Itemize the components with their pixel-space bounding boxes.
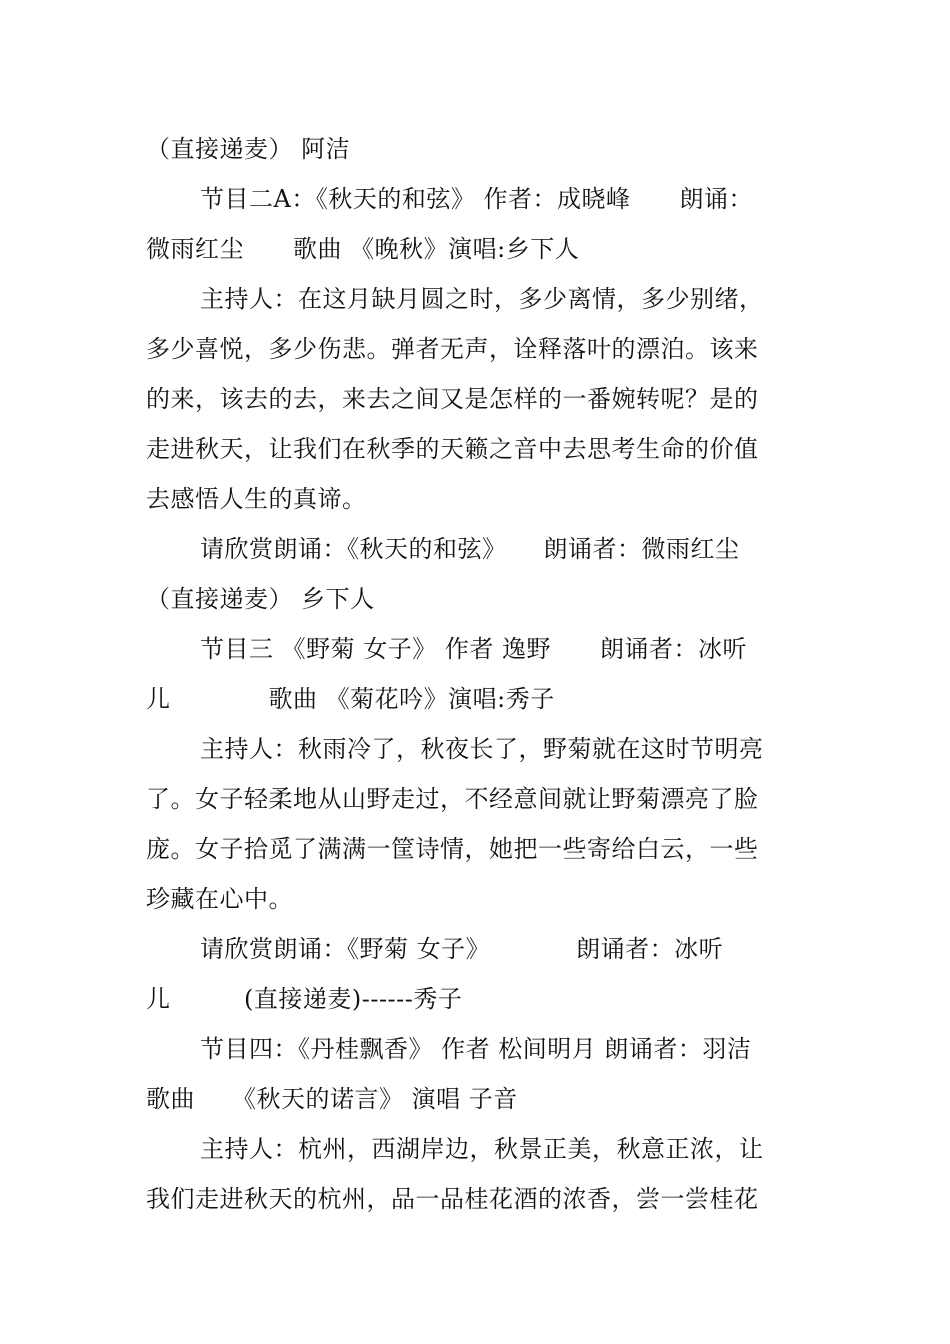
program-three-title: 节目三 《野菊 女子》 作者 逸野 朗诵者：冰听 (200, 635, 748, 663)
text-line: 微雨红尘 歌曲 《晚秋》演唱:乡下人 (146, 235, 580, 263)
text-line: 走进秋天，让我们在秋季的天籁之音中去思考生命的价值 (146, 435, 759, 463)
text-line: 我们走进秋天的杭州，品一品桂花酒的浓香，尝一尝桂花 (146, 1185, 759, 1213)
text-line: （直接递麦） 乡下人 (146, 585, 375, 613)
text-line: 多少喜悦，多少伤悲。弹者无声，诠释落叶的漂泊。该来 (146, 335, 759, 363)
host-paragraph-1: 主持人：在这月缺月圆之时，多少离情，多少别绪， (200, 285, 764, 313)
text-line: （直接递麦） 阿洁 (146, 135, 351, 163)
text-line: 的来，该去的去，来去之间又是怎样的一番婉转呢？是的 (146, 385, 759, 413)
text-line: 去感悟人生的真谛。 (146, 485, 367, 513)
text-line: 儿 (直接递麦)------秀子 (146, 985, 463, 1013)
recital-intro-2: 请欣赏朗诵：《野菊 女子》 朗诵者：冰听 (200, 935, 724, 963)
text-line: 庞。女子拾觅了满满一筐诗情，她把一些寄给白云，一些 (146, 835, 759, 863)
text-line: 儿 歌曲 《菊花吟》演唱:秀子 (146, 685, 555, 713)
text-line: 珍藏在心中。 (146, 885, 293, 913)
host-paragraph-3: 主持人：杭州，西湖岸边，秋景正美，秋意正浓，让 (200, 1135, 764, 1163)
program-four-title: 节目四：《丹桂飘香》 作者 松间明月 朗诵者：羽洁 (200, 1035, 752, 1063)
program-two-title: 节目二A：《秋天的和弦》 作者：成晓峰 朗诵： (200, 185, 753, 213)
text-line: 了。女子轻柔地从山野走过，不经意间就让野菊漂亮了脸 (146, 785, 759, 813)
recital-intro-1: 请欣赏朗诵：《秋天的和弦》 朗诵者：微雨红尘 (200, 535, 740, 563)
host-paragraph-2: 主持人：秋雨冷了，秋夜长了，野菊就在这时节明亮 (200, 735, 764, 763)
text-line: 歌曲 《秋天的诺言》 演唱 子音 (146, 1085, 518, 1113)
